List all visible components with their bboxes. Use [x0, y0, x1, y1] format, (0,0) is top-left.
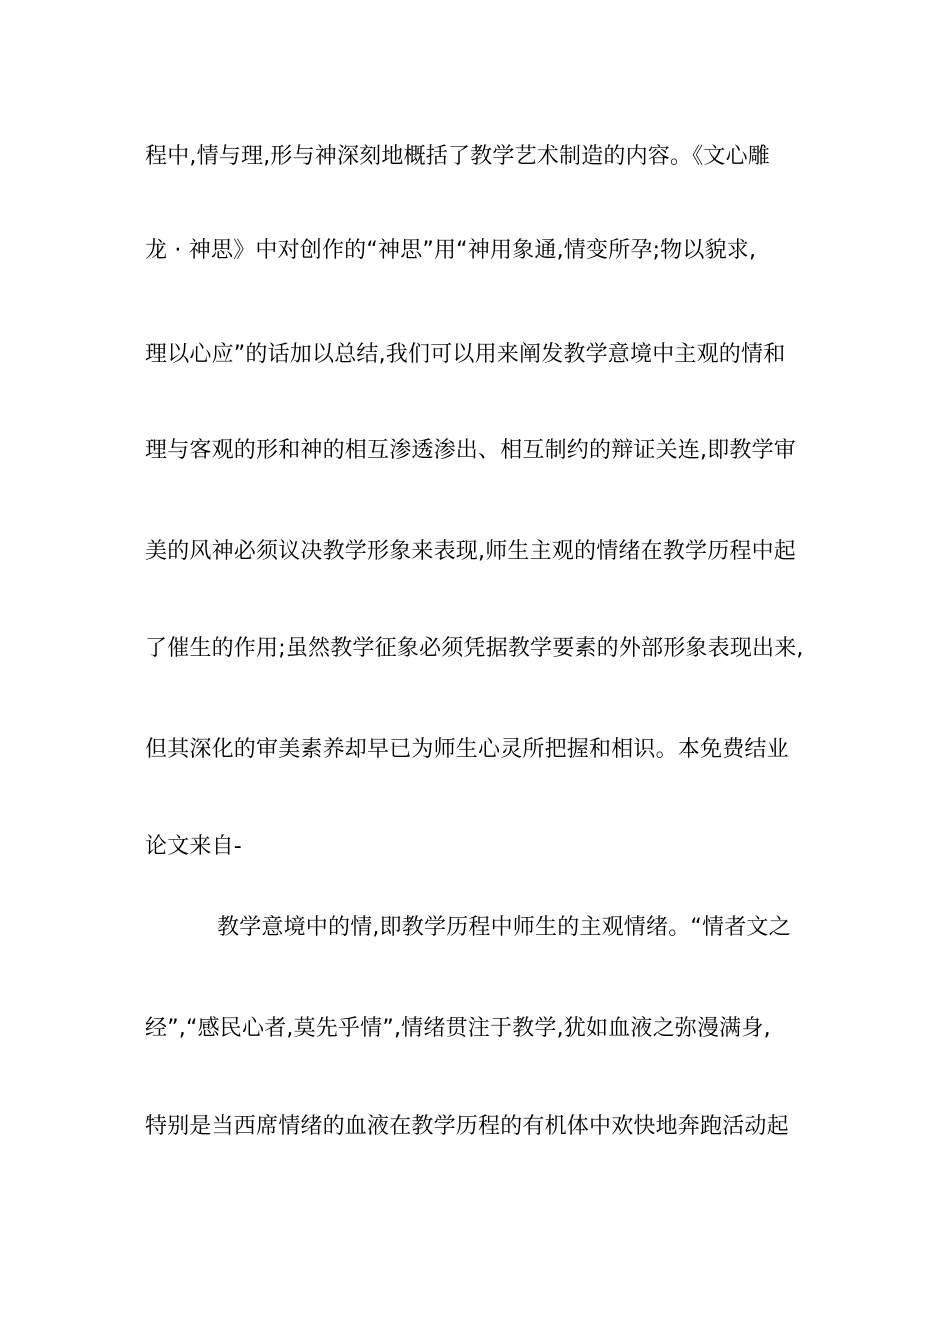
- text-line-1: 程中,情与理,形与神深刻地概括了教学艺术制造的内容。《文心雕: [145, 144, 770, 169]
- text-line-2: 龙 · 神思》中对创作的“神思”用“神用象通,情变所孕;物以貌求,: [145, 238, 757, 263]
- paragraph-indented-line: 教学意境中的情,即教学历程中师生的主观情绪。“情者文之: [217, 915, 791, 940]
- text-line-4: 理与客观的形和神的相互渗透渗出、相互制约的辩证关连,即教学审: [145, 438, 796, 463]
- text-line-5: 美的风神必须议决教学形象来表现,师生主观的情绪在教学历程中起: [145, 539, 796, 564]
- text-line-3: 理以心应”的话加以总结,我们可以用来阐发教学意境中主观的情和: [145, 342, 786, 367]
- text-line-7: 但其深化的审美素养却早已为师生心灵所把握和相识。本免费结业: [145, 737, 789, 762]
- text-line-10: 经”,“感民心者,莫先乎情”,情绪贯注于教学,犹如血液之弥漫满身,: [145, 1016, 771, 1041]
- text-line-11: 特别是当西席情绪的血液在教学历程的有机体中欢快地奔跑活动起: [145, 1114, 789, 1139]
- text-line-8: 论文来自-: [145, 834, 242, 859]
- text-line-6: 了催生的作用;虽然教学征象必须凭据教学要素的外部形象表现出来,: [145, 636, 804, 661]
